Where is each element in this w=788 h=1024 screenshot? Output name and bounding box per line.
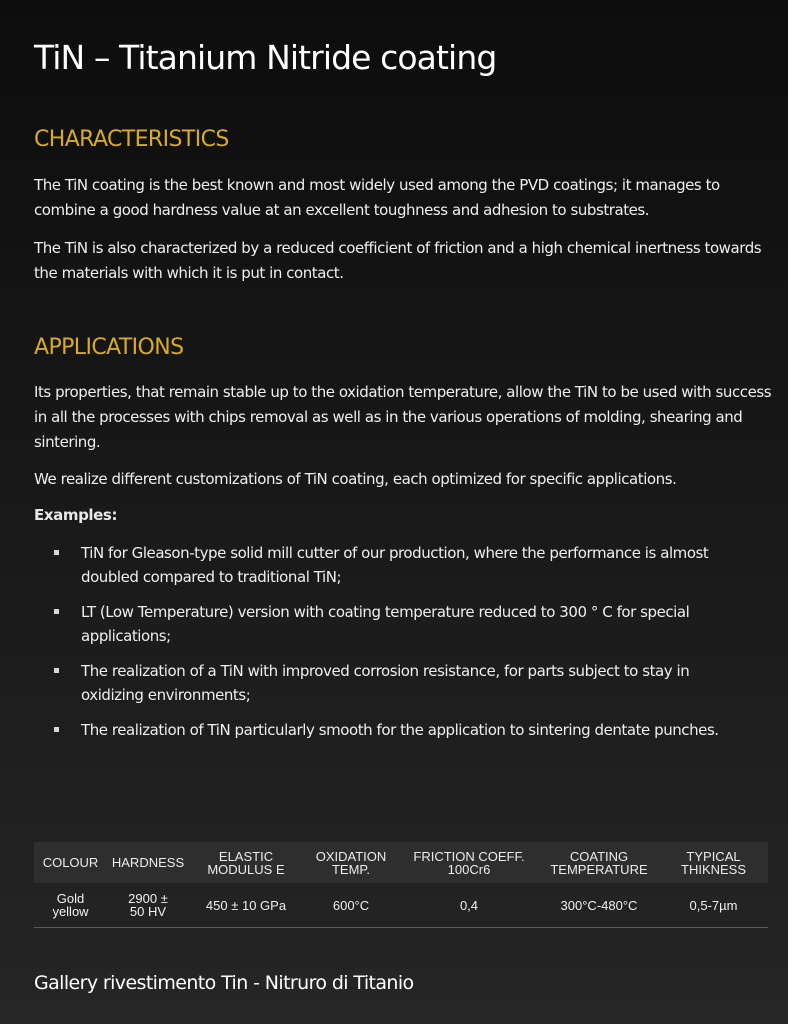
table-cell: 2900 ± 50 HV xyxy=(107,883,189,928)
gallery-title: Gallery rivestimento Tin - Nitruro di Titanio xyxy=(34,972,414,994)
page-title: TiN – Titanium Nitride coating xyxy=(34,38,497,77)
list-item xyxy=(34,718,734,742)
examples-label: Examples: xyxy=(34,506,118,524)
list-item-text: The realization of a TiN with improved corrosion resistance, for parts subject to stay in oxidizing environments; xyxy=(81,662,690,704)
table-cell: Gold yellow xyxy=(34,883,107,928)
table-header-row xyxy=(34,842,768,883)
properties-table xyxy=(34,842,768,928)
list-item xyxy=(34,541,734,589)
column-header: HARDNESS xyxy=(111,855,185,870)
bullet-icon xyxy=(54,609,59,614)
column-header: FRICTION COEFF. 100Cr6 xyxy=(413,848,525,877)
table-cell: 0,5-7µm xyxy=(659,883,768,928)
column-header: COLOUR xyxy=(42,855,99,870)
properties-table-container xyxy=(34,842,768,928)
list-item xyxy=(34,600,734,648)
table-row xyxy=(34,883,768,928)
characteristics-heading: CHARACTERISTICS xyxy=(34,127,229,152)
bullet-icon xyxy=(54,550,59,555)
column-header: COATING TEMPERATURE xyxy=(550,848,648,877)
table-cell: 300°C-480°C xyxy=(539,883,659,928)
applications-paragraph-2: We realize different customizations of TiN coating, each optimized for specific applications. xyxy=(34,470,677,488)
list-item-text: The realization of TiN particularly smooth for the application to sintering dentate punches. xyxy=(81,721,719,739)
column-header: OXIDATION TEMP. xyxy=(315,848,387,877)
examples-list xyxy=(34,541,734,753)
list-item-text: LT (Low Temperature) version with coating temperature reduced to 300 ° C for special applications; xyxy=(81,603,690,645)
characteristics-paragraph-1: The TiN coating is the best known and most widely used among the PVD coatings; it manages to combine a good hardness value at an excellent toughness and adhesion to substrates. xyxy=(34,176,720,219)
characteristics-paragraph-2: The TiN is also characterized by a reduced coefficient of friction and a high chemical inertness towards the materials with which it is put in contact. xyxy=(34,239,762,282)
list-item xyxy=(34,659,734,707)
applications-heading: APPLICATIONS xyxy=(34,335,184,360)
list-item-text: TiN for Gleason-type solid mill cutter of our production, where the performance is almost doubled compared to traditional TiN; xyxy=(81,544,709,586)
table-cell: 450 ± 10 GPa xyxy=(189,883,303,928)
bullet-icon xyxy=(54,668,59,673)
bullet-icon xyxy=(54,727,59,732)
table-cell: 0,4 xyxy=(399,883,539,928)
column-header: TYPICAL THIKNESS xyxy=(681,848,747,877)
column-header: ELASTIC MODULUS E xyxy=(207,848,285,877)
applications-paragraph-1: Its properties, that remain stable up to the oxidation temperature, allow the TiN to be used with success in all the processes with chips removal as well as in the various operations of molding, shearing and sintering. xyxy=(34,383,772,451)
table-cell: 600°C xyxy=(303,883,399,928)
